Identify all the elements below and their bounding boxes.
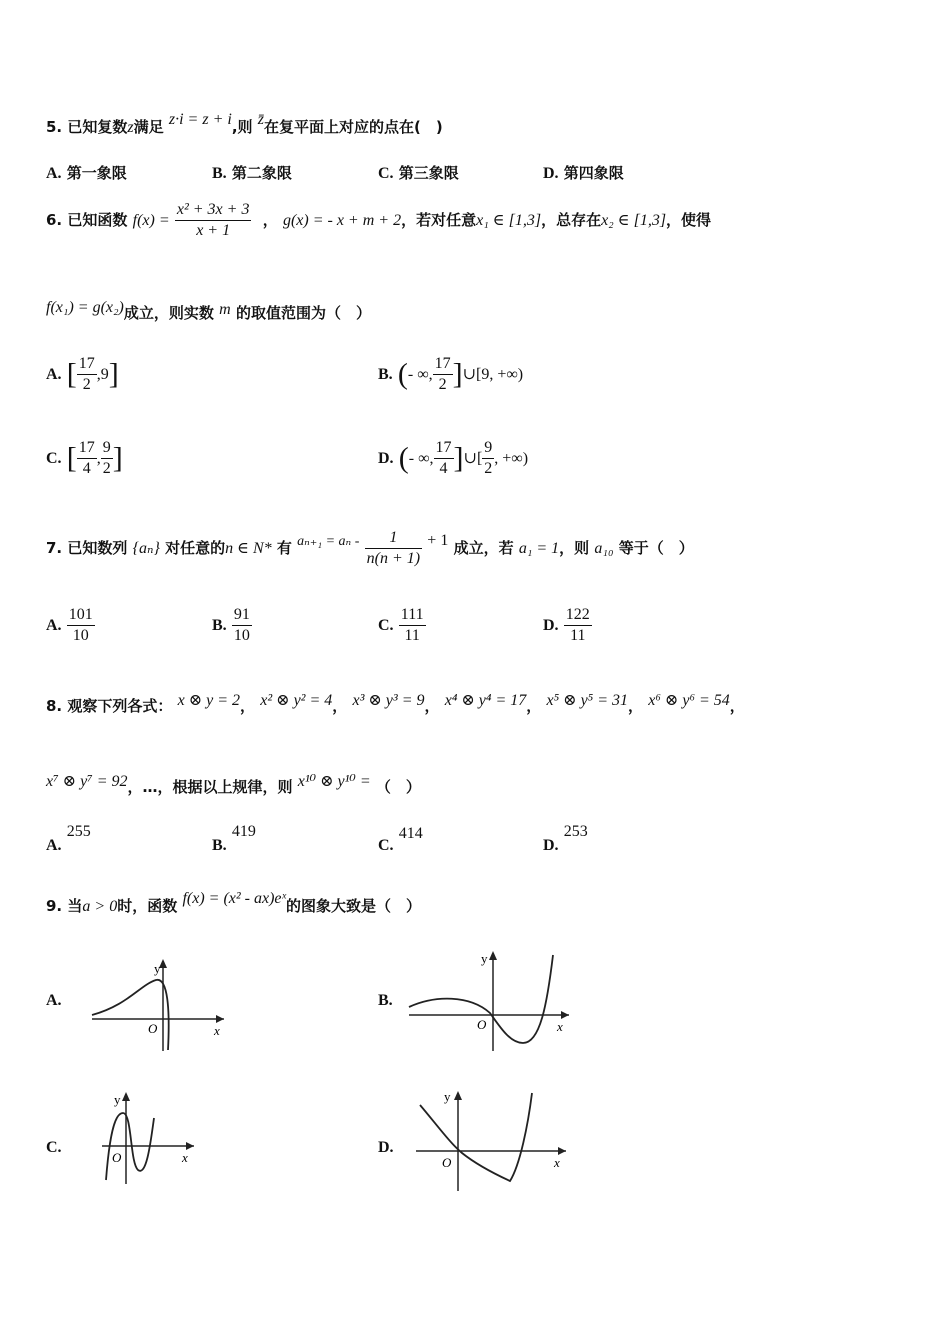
graph-c[interactable]	[98, 1088, 198, 1188]
q9-option-a[interactable]: A.	[46, 992, 62, 1009]
question-8: 8. 观察下列各式： x ⊗ y = 2， x² ⊗ y² = 4， x³ ⊗ y³ = 9， x⁴ ⊗ y⁴ = 17， x⁵ ⊗ y⁵ = 31， x⁶ ⊗ y⁶ = 54，	[46, 692, 745, 715]
graph-d[interactable]	[412, 1085, 572, 1195]
q6-text-c: ，总存在	[541, 211, 602, 229]
q9-number: 9.	[46, 897, 63, 915]
q7-recurrence-tail: + 1	[427, 532, 449, 549]
q6-equation: f(x₁) = g(x₂)	[46, 299, 124, 316]
q8-option-d[interactable]: D. 253	[543, 823, 588, 854]
q6-option-a[interactable]: A. [ $\frac{17}{2}$ ,9]	[46, 355, 119, 393]
q6-x1-range: x₁ ∈ [1,3]	[476, 212, 542, 229]
q5-text-d: 在复平面上对应的点在( )	[263, 118, 443, 136]
q9-text-b: 时，函数	[117, 897, 178, 915]
q6-option-d[interactable]: D. (- ∞, $\frac{17}{4}$ ]∪[ $\frac{9}{2}$ , +∞)	[378, 439, 529, 477]
q6-text-b: ，若对任意	[401, 211, 477, 229]
q9-text-a: 当	[67, 897, 83, 915]
q9-option-c[interactable]: C.	[46, 1139, 62, 1156]
q7-option-c[interactable]: C. $\frac{111}{11}$	[378, 606, 424, 644]
graph-c-origin: O	[112, 1150, 122, 1165]
q8-number: 8.	[46, 697, 63, 715]
q6-text-d: ，使得	[666, 211, 712, 229]
q7-text-b: 对任意的	[165, 539, 226, 557]
q8-item-7: x⁷ ⊗ y⁷ = 92	[46, 773, 128, 790]
graph-d-curve	[420, 1093, 532, 1181]
q7-text-f: 等于（ ）	[618, 539, 694, 557]
graph-b[interactable]	[405, 945, 575, 1055]
q9-function: f(x) = (x² - ax)eˣ	[182, 890, 287, 907]
question-8-line2	[46, 773, 421, 797]
q5-formula: z·i = z + i	[168, 111, 232, 128]
q6-option-b[interactable]: B. (- ∞, $\frac{17}{2}$ ]∪[9, +∞)	[378, 355, 524, 393]
q6-text-f: 的取值范围为（ ）	[235, 304, 371, 322]
q7-text-c: 有	[276, 539, 292, 557]
graph-b-y-label: y	[481, 951, 488, 966]
q6-number: 6.	[46, 211, 63, 229]
q7-text-a: 已知数列	[67, 539, 128, 557]
q9-text-c: 的图象大致是（ ）	[286, 897, 422, 915]
q8-option-c[interactable]: C. 414	[378, 825, 423, 854]
q6-g-def: g(x) = - x + m + 2	[282, 212, 402, 229]
q8-option-b[interactable]: B. 419	[212, 823, 256, 854]
q6-m: m	[219, 301, 231, 318]
question-6-line2	[46, 299, 371, 323]
q8-item-2: x² ⊗ y² = 4	[260, 692, 333, 709]
q5-var-z: z	[127, 119, 134, 136]
q6-x2-range: x₂ ∈ [1,3]	[601, 212, 667, 229]
q6-text-a: 已知函数	[67, 211, 128, 229]
q8-text-b: ，…，根据以上规律，则	[127, 778, 293, 796]
q8-text-a: 观察下列各式：	[67, 697, 173, 715]
q6-f-lhs: f(x) =	[132, 212, 170, 229]
graph-a-x-label: x	[214, 1023, 220, 1038]
q5-option-a[interactable]: A. 第一象限	[46, 164, 127, 182]
q8-target: x¹⁰ ⊗ y¹⁰ =	[297, 773, 371, 790]
q7-text-d: 成立，若	[453, 539, 514, 557]
question-7	[46, 528, 694, 569]
q7-option-d[interactable]: D. $\frac{122}{11}$	[543, 606, 590, 644]
q7-a1: a₁ = 1	[518, 540, 560, 557]
q5-text-b: 满足	[133, 118, 164, 136]
graph-a[interactable]	[88, 955, 228, 1055]
q5-option-c[interactable]: C. 第三象限	[378, 164, 459, 182]
q7-option-a[interactable]: A. $\frac{101}{10}$	[46, 606, 93, 644]
q5-text-c: ,则	[231, 118, 253, 136]
q8-option-a[interactable]: A. 255	[46, 823, 91, 854]
q9-condition: a > 0	[82, 898, 118, 915]
graph-a-origin: O	[148, 1021, 158, 1036]
graph-a-curve	[92, 980, 169, 1050]
q8-item-5: x⁵ ⊗ y⁵ = 31	[546, 692, 629, 709]
q5-option-b[interactable]: B. 第二象限	[212, 164, 292, 182]
graph-c-y-label: y	[114, 1092, 121, 1107]
q7-sequence: {aₙ}	[132, 540, 160, 557]
q7-text-e: ，则	[559, 539, 590, 557]
q6-text-e: 成立，则实数	[123, 304, 214, 322]
q6-f-fraction: $\frac{\text{x² + 3x + 3}}{x + 1}$	[176, 201, 250, 239]
q8-item-1: x ⊗ y = 2	[177, 692, 241, 709]
q5-number: 5.	[46, 118, 63, 136]
q8-item-4: x⁴ ⊗ y⁴ = 17	[444, 692, 527, 709]
graph-a-y-label: y	[154, 961, 161, 976]
question-5	[46, 111, 443, 137]
q8-item-6: x⁶ ⊗ y⁶ = 54	[648, 692, 730, 709]
q7-recurrence-lhs: aₙ₊₁ = aₙ -	[297, 534, 360, 549]
graph-d-origin: O	[442, 1155, 452, 1170]
q7-option-b[interactable]: B. $\frac{91}{10}$	[212, 606, 250, 644]
q7-recurrence-fraction: $\frac{1}{n(n + 1)}$	[366, 529, 421, 567]
q7-a10: a₁₀	[594, 540, 614, 557]
q6-option-c[interactable]: C. [ $\frac{17}{4}$ , $\frac{9}{2}$ ]	[46, 439, 123, 477]
q5-option-d[interactable]: D. 第四象限	[543, 164, 624, 182]
question-6: 6. 已知函数 f(x) = $\frac{\text{x² + 3x + 3}}{x + 1}$ ， g(x) = - x + m + 2，若对任意x₁ ∈ [1,3]，总存在x₂ ∈ [1,3]，使得	[46, 201, 712, 239]
graph-b-origin: O	[477, 1017, 487, 1032]
graph-d-x-label: x	[554, 1155, 560, 1170]
q5-text-a: 已知复数	[67, 118, 128, 136]
graph-b-x-label: x	[557, 1019, 563, 1034]
question-9	[46, 890, 422, 916]
q9-option-b[interactable]: B.	[378, 992, 393, 1009]
q5-zbar: z̄	[257, 111, 264, 128]
graph-c-x-label: x	[182, 1150, 188, 1165]
q8-item-3: x³ ⊗ y³ = 9	[352, 692, 425, 709]
q8-text-c: （ ）	[375, 778, 421, 796]
q7-number: 7.	[46, 539, 63, 557]
q7-condition: n ∈ N*	[225, 540, 272, 557]
graph-d-y-label: y	[444, 1089, 451, 1104]
q9-option-d[interactable]: D.	[378, 1139, 394, 1156]
